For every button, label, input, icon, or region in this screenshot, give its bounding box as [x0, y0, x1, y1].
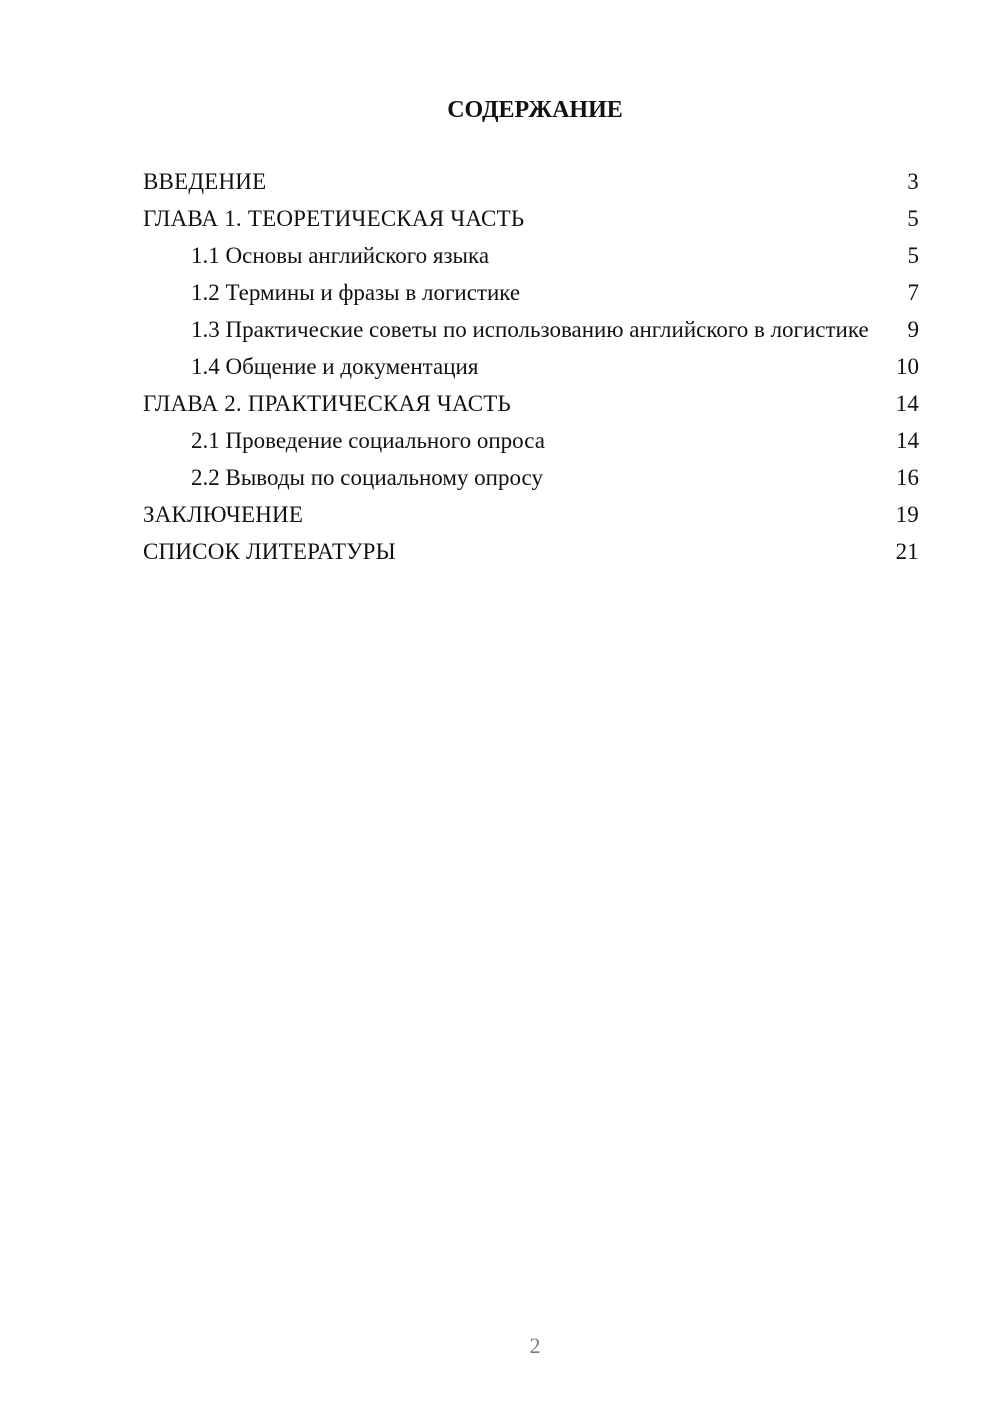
toc-entry-conclusion[interactable] [143, 501, 919, 528]
toc-entry-title: 1.2 Термины и фразы в логистике [191, 280, 521, 305]
toc-entry-section-1-3[interactable] [143, 316, 919, 343]
toc-entry-title: 1.3 Практические советы по использованию английского в логистике [191, 317, 869, 342]
toc-entry-page: 10 [896, 354, 919, 379]
toc-entry-section-1-2[interactable] [143, 279, 919, 306]
toc-entry-page: 5 [907, 206, 919, 231]
toc-entry-title: 1.1 Основы английского языка [191, 243, 490, 268]
toc-entry-title: 1.4 Общение и документация [191, 354, 479, 379]
toc-entry-title: 2.2 Выводы по социальному опросу [191, 465, 543, 490]
toc-entry-title: ЗАКЛЮЧЕНИЕ [143, 502, 304, 527]
toc-entry-section-1-4[interactable] [143, 353, 919, 380]
page-number: 2 [529, 1333, 541, 1358]
toc-entry-title: 2.1 Проведение социального опроса [191, 428, 545, 453]
toc-entry-page: 14 [895, 391, 919, 416]
toc-entry-page: 3 [907, 169, 919, 194]
toc-entry-title: ВВЕДЕНИЕ [143, 169, 267, 194]
table-of-contents [143, 168, 919, 575]
toc-entry-page: 21 [895, 539, 919, 564]
toc-entry-page: 5 [907, 243, 919, 268]
toc-entry-page: 9 [907, 317, 919, 342]
toc-entry-page: 16 [896, 465, 919, 490]
page-title: СОДЕРЖАНИЕ [447, 97, 623, 123]
toc-entry-title: СПИСОК ЛИТЕРАТУРЫ [143, 539, 396, 564]
toc-entry-section-1-1[interactable] [143, 242, 919, 269]
toc-entry-references[interactable] [143, 538, 919, 565]
toc-entry-title: ГЛАВА 1. ТЕОРЕТИЧЕСКАЯ ЧАСТЬ [143, 206, 525, 231]
toc-entry-chapter-1[interactable] [143, 205, 919, 232]
toc-entry-title: ГЛАВА 2. ПРАКТИЧЕСКАЯ ЧАСТЬ [143, 391, 511, 416]
toc-entry-section-2-2[interactable] [143, 464, 919, 491]
toc-entry-section-2-1[interactable] [143, 427, 919, 454]
toc-entry-chapter-2[interactable] [143, 390, 919, 417]
toc-entry-introduction[interactable] [143, 168, 919, 195]
toc-entry-page: 19 [895, 502, 919, 527]
toc-entry-page: 7 [907, 280, 919, 305]
toc-entry-page: 14 [896, 428, 919, 453]
